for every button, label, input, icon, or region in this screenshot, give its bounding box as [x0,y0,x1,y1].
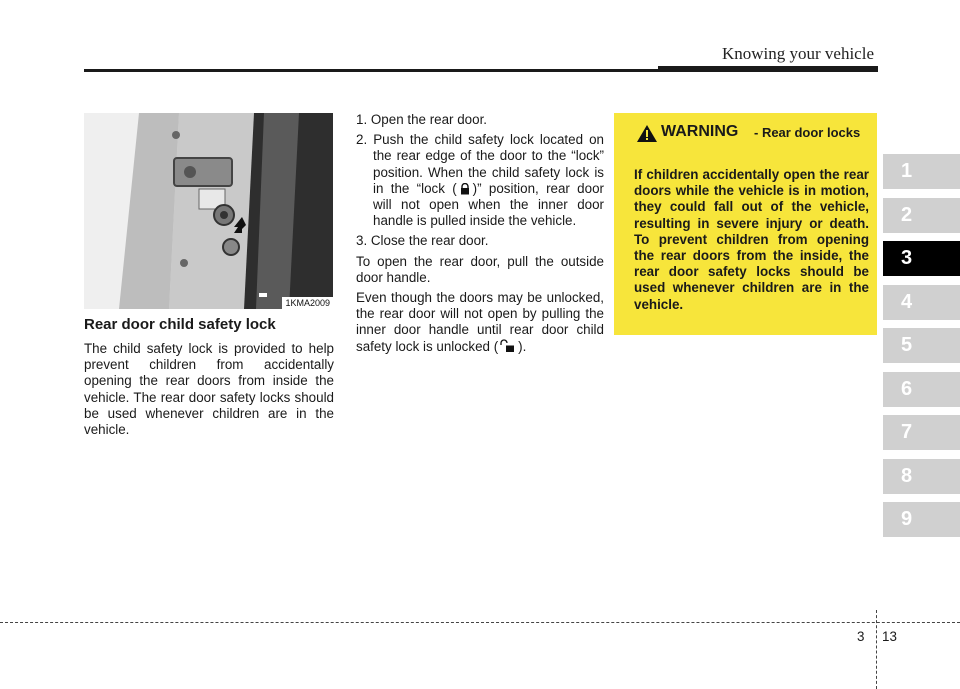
footer-chapter-number: 3 [857,629,865,644]
step-2-text-after: )” position, rear door will not open when the inner door handle is pulled inside the vehicle. [373,180,604,229]
padlock-locked-icon [459,183,471,195]
chapter-tab-5[interactable]: 5 [883,328,960,363]
unlock-text-after: ). [518,338,527,354]
chapter-tab-1[interactable]: 1 [883,154,960,189]
step-2-text-before: 2. Push the child safety lock located on the rear edge of the door to the “lock” position. When the child safety lock is in the “lock ( [356,132,604,196]
chapter-tab-8[interactable]: 8 [883,459,960,494]
step-2 [356,132,604,229]
door-latch-photo [84,113,333,309]
chapter-tab-6[interactable]: 6 [883,372,960,407]
warning-body: If children accidentally open the rear doors while the vehicle is in motion, they could fall out of the vehicle, resulting in severe injury or death. To prevent children from opening the rear doors from the inside, the rear door safety locks should be used whenever children are in the vehicle. [634,167,869,312]
footer-rule [0,622,960,623]
chapter-tab-2[interactable]: 2 [883,198,960,233]
unlock-paragraph [356,290,604,355]
header-title: Knowing your vehicle [721,44,874,63]
chapter-tab-7[interactable]: 7 [883,415,960,450]
step-1: 1. Open the rear door. [356,112,488,127]
header-rule-accent [658,66,878,72]
warning-box [614,113,877,335]
footer-divider [876,610,877,689]
open-door-paragraph: To open the rear door, pull the outside door handle. [356,253,604,285]
chapter-tab-9[interactable]: 9 [883,502,960,537]
footer-page-number: 13 [882,629,897,644]
warning-triangle-icon [637,125,657,142]
section-heading: Rear door child safety lock [84,316,276,333]
figure-code: 1KMA2009 [282,297,333,309]
step-3: 3. Close the rear door. [356,233,489,249]
intro-paragraph: The child safety lock is provided to help prevent children from accidentally opening the rear doors from inside the vehicle. The rear door safety locks should be used whenever children are in the vehicle. [84,341,334,438]
unlock-text-before: Even though the doors may be unlocked, the rear door will not open by pulling the inner door handle until rear door child safety lock is unlocked ( [356,290,604,354]
instructions [356,112,604,359]
chapter-tab-4[interactable]: 4 [883,285,960,320]
warning-label: WARNING [661,123,739,140]
padlock-unlocked-icon [500,339,516,353]
warning-subtitle: - Rear door locks [754,125,861,140]
chapter-tabs [883,154,960,546]
chapter-tab-3[interactable]: 3 [883,241,960,276]
